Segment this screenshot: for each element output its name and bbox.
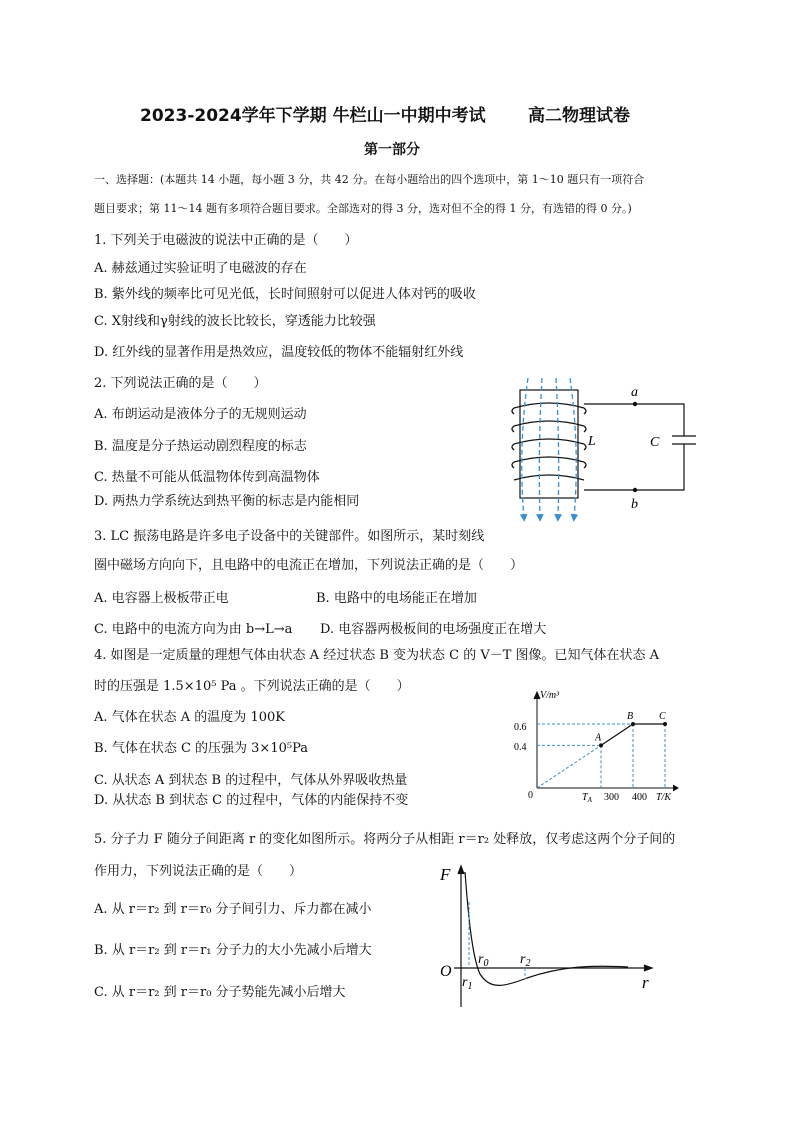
question-3-stem-line1: 3. LC 振荡电路是许多电子设备中的关键部件。如图所示，某时刻线 — [94, 529, 485, 544]
force-distance-figure — [432, 862, 662, 1012]
label-b: b — [631, 497, 638, 512]
origin-label: 0 — [528, 790, 533, 801]
point-B — [631, 722, 635, 726]
question-2-option-b: B. 温度是分子热运动剧烈程度的标志 — [94, 439, 307, 454]
r-label: r — [642, 973, 649, 992]
question-4-option-b: B. 气体在状态 C 的压强为 3×10⁵Pa — [94, 741, 308, 756]
question-4-stem-line1: 4. 如图是一定质量的理想气体由状态 A 经过状态 B 变为状态 C 的 V－T 图像。已知气体在状态 A — [94, 648, 660, 663]
question-1-option-b: B. 紫外线的频率比可见光低，长时间照射可以促进人体对钙的吸收 — [94, 287, 476, 302]
section-heading-line1: 一、选择题：(本题共 14 小题，每小题 3 分，共 42 分。在每小题给出的四个选项中，第 1～10 题只有一项符合 — [94, 173, 645, 186]
r2-label: $r_2$ — [520, 952, 531, 969]
question-5-option-c: C. 从 r＝r₂ 到 r＝r₀ 分子势能先减小后增大 — [94, 985, 346, 1000]
question-2-option-a: A. 布朗运动是液体分子的无规则运动 — [94, 407, 307, 422]
question-2-option-d: D. 两热力学系统达到热平衡的标志是内能相同 — [94, 494, 360, 509]
r0-label: $r_0$ — [478, 952, 489, 969]
point-A — [599, 743, 603, 747]
label-capacitor: C — [650, 435, 660, 450]
r1-label: $r_1$ — [462, 975, 473, 992]
origin-o-label: O — [440, 963, 452, 980]
question-1-option-a: A. 赫兹通过实验证明了电磁波的存在 — [94, 261, 307, 276]
page-title: 2023-2024学年下学期 牛栏山一中期中考试 — [140, 106, 486, 126]
question-1-option-d: D. 红外线的显著作用是热效应，温度较低的物体不能辐射红外线 — [94, 345, 464, 360]
x-tick-ta: $T_A$ — [582, 792, 592, 804]
question-2-stem: 2. 下列说法正确的是（ ） — [94, 376, 267, 391]
question-4-option-a: A. 气体在状态 A 的温度为 100K — [94, 710, 285, 725]
question-5-stem-line1: 5. 分子力 F 随分子间距离 r 的变化如图所示。将两分子从相距 r＝r₂ 处释放，仅考虑这两个分子间的 — [94, 832, 676, 847]
question-3-option-d: D. 电容器两极板间的电场强度正在增大 — [320, 622, 547, 637]
question-5-option-b: B. 从 r＝r₂ 到 r＝r₁ 分子力的大小先减小后增大 — [94, 943, 372, 958]
question-5-option-a: A. 从 r＝r₂ 到 r＝r₀ 分子间引力、斥力都在减小 — [94, 902, 372, 917]
label-inductor: L — [588, 434, 596, 449]
question-4-option-d: D. 从状态 B 到状态 C 的过程中，气体的内能保持不变 — [94, 793, 409, 808]
vt-chart — [510, 688, 686, 804]
question-4-stem-line2: 时的压强是 1.5×10⁵ Pa 。下列说法正确的是（ ） — [94, 679, 410, 694]
point-label-A: A — [595, 732, 602, 744]
question-3-option-b: B. 电路中的电场能正在增加 — [316, 591, 477, 606]
question-3-option-a: A. 电容器上极板带正电 — [94, 591, 229, 606]
x-axis-label: T/K — [656, 792, 672, 803]
point-C — [663, 722, 667, 726]
x-tick-400: 400 — [632, 792, 647, 803]
origin-extension-line — [537, 745, 601, 788]
y-tick-0.4: 0.4 — [514, 742, 527, 753]
label-a: a — [631, 385, 638, 400]
subject-title: 高二物理试卷 — [528, 106, 630, 126]
question-3-stem-line2: 圈中磁场方向向下，且电路中的电流正在增加，下列说法正确的是（ ） — [94, 558, 524, 573]
x-tick-300: 300 — [604, 792, 619, 803]
section-heading-line2: 题目要求；第 11～14 题有多项符合题目要求。全部选对的得 3 分，选对但不全的得 1 分，有选错的得 0 分。) — [94, 202, 632, 215]
point-label-C: C — [659, 711, 666, 722]
y-axis-label: V/m³ — [540, 690, 560, 701]
question-2-option-c: C. 热量不可能从低温物体传到高温物体 — [94, 470, 320, 485]
question-4-option-c: C. 从状态 A 到状态 B 的过程中，气体从外界吸收热量 — [94, 773, 408, 788]
question-3-option-c: C. 电路中的电流方向为由 b→L→a — [94, 622, 293, 637]
f-label: F — [440, 865, 451, 884]
y-tick-0.6: 0.6 — [514, 722, 527, 733]
point-label-B: B — [627, 711, 634, 722]
question-5-stem-line2: 作用力，下列说法正确的是（ ） — [94, 864, 303, 879]
question-1-stem: 1. 下列关于电磁波的说法中正确的是（ ） — [94, 233, 358, 248]
lc-circuit-figure — [500, 378, 700, 530]
part-title: 第一部分 — [364, 142, 420, 158]
question-1-option-c: C. X射线和γ射线的波长比较长，穿透能力比较强 — [94, 314, 376, 329]
